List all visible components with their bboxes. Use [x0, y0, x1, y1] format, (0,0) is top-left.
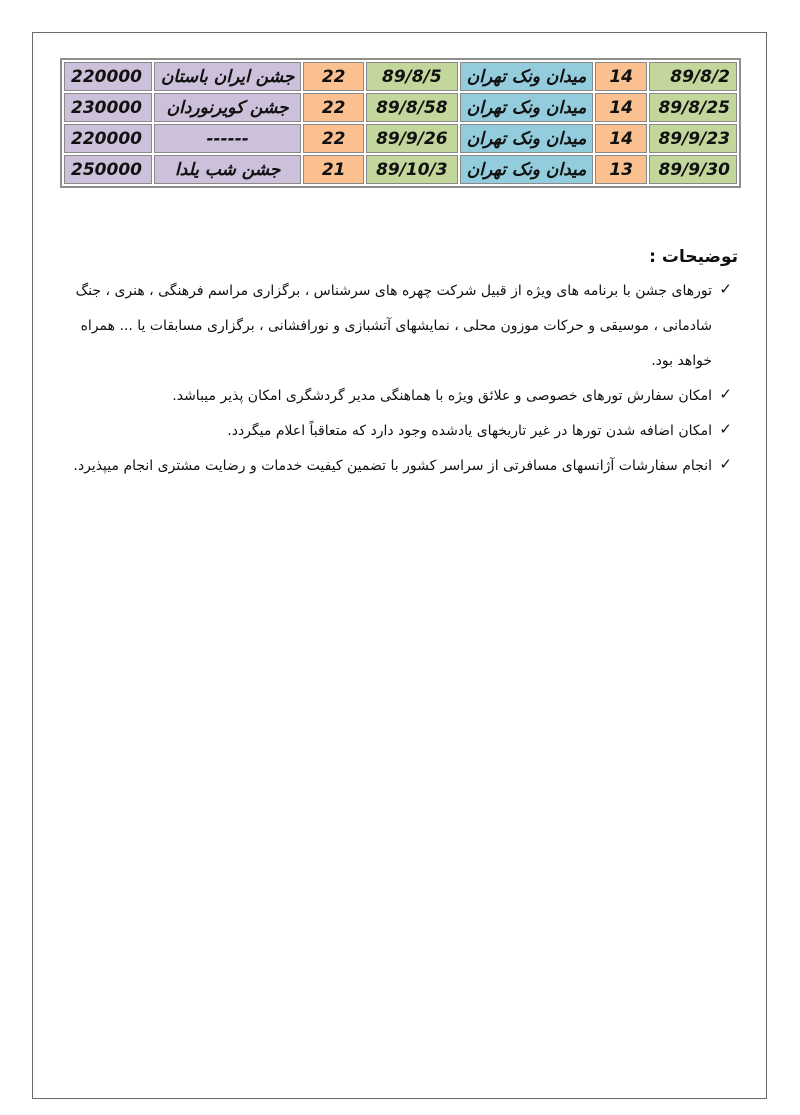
departure-date-cell: 89/9/23 — [649, 124, 737, 153]
departure-date-cell: 89/9/30 — [649, 155, 737, 184]
check-icon: ✓ — [719, 420, 732, 438]
note-text: تورهای جشن با برنامه های ویژه از قبیل شرکت چهره های سرشناس ، برگزاری مراسم فرهنگی ، هنری ، جنگ شادمانی ، موسیقی و حرکات موزون محلی ، نمایشهای آتشبازی و نورافشانی ، برگزاری مسابقات یا ... همراه خواهد بود. — [75, 283, 712, 369]
note-item — [62, 379, 738, 414]
tour-schedule-table — [60, 58, 741, 188]
event-cell: ------ — [154, 124, 301, 153]
price-cell: 250000 — [64, 155, 152, 184]
departure-place-cell: میدان ونک تهران — [460, 124, 594, 153]
days-cell: 14 — [595, 62, 647, 91]
note-text: امکان سفارش تورهای خصوصی و علائق ویژه با هماهنگی مدیر گردشگری امکان پذیر میباشد. — [172, 388, 712, 404]
note-item — [62, 274, 738, 379]
return-date-cell: 89/9/26 — [366, 124, 458, 153]
days-cell: 13 — [595, 155, 647, 184]
nights-cell: 22 — [303, 93, 364, 122]
price-cell: 220000 — [64, 124, 152, 153]
return-date-cell: 89/10/3 — [366, 155, 458, 184]
departure-place-cell: میدان ونک تهران — [460, 93, 594, 122]
days-cell: 14 — [595, 124, 647, 153]
nights-cell: 22 — [303, 62, 364, 91]
nights-cell: 22 — [303, 124, 364, 153]
note-item — [62, 414, 738, 449]
table-row — [64, 155, 737, 184]
return-date-cell: 89/8/58 — [366, 93, 458, 122]
check-icon: ✓ — [719, 280, 732, 298]
notes-title: توضیحات : — [649, 247, 738, 267]
event-cell: جشن کویرنوردان — [154, 93, 301, 122]
notes-list — [62, 274, 738, 484]
departure-place-cell: میدان ونک تهران — [460, 62, 594, 91]
table-row — [64, 93, 737, 122]
departure-date-cell: 89/8/2 — [649, 62, 737, 91]
check-icon: ✓ — [719, 455, 732, 473]
check-icon: ✓ — [719, 385, 732, 403]
price-cell: 230000 — [64, 93, 152, 122]
table-row — [64, 62, 737, 91]
return-date-cell: 89/8/5 — [366, 62, 458, 91]
notes-section — [62, 240, 738, 484]
event-cell: جشن ایران باستان — [154, 62, 301, 91]
note-item — [62, 449, 738, 484]
days-cell: 14 — [595, 93, 647, 122]
departure-date-cell: 89/8/25 — [649, 93, 737, 122]
event-cell: جشن شب یلدا — [154, 155, 301, 184]
table-row — [64, 124, 737, 153]
note-text: امکان اضافه شدن تورها در غیر تاریخهای یادشده وجود دارد که متعاقباً اعلام میگردد. — [227, 423, 712, 439]
note-text: انجام سفارشات آژانسهای مسافرتی از سراسر کشور با تضمین کیفیت خدمات و رضایت مشتری انجام میپذیرد. — [73, 458, 712, 474]
nights-cell: 21 — [303, 155, 364, 184]
price-cell: 220000 — [64, 62, 152, 91]
departure-place-cell: میدان ونک تهران — [460, 155, 594, 184]
page-border — [32, 32, 767, 1099]
